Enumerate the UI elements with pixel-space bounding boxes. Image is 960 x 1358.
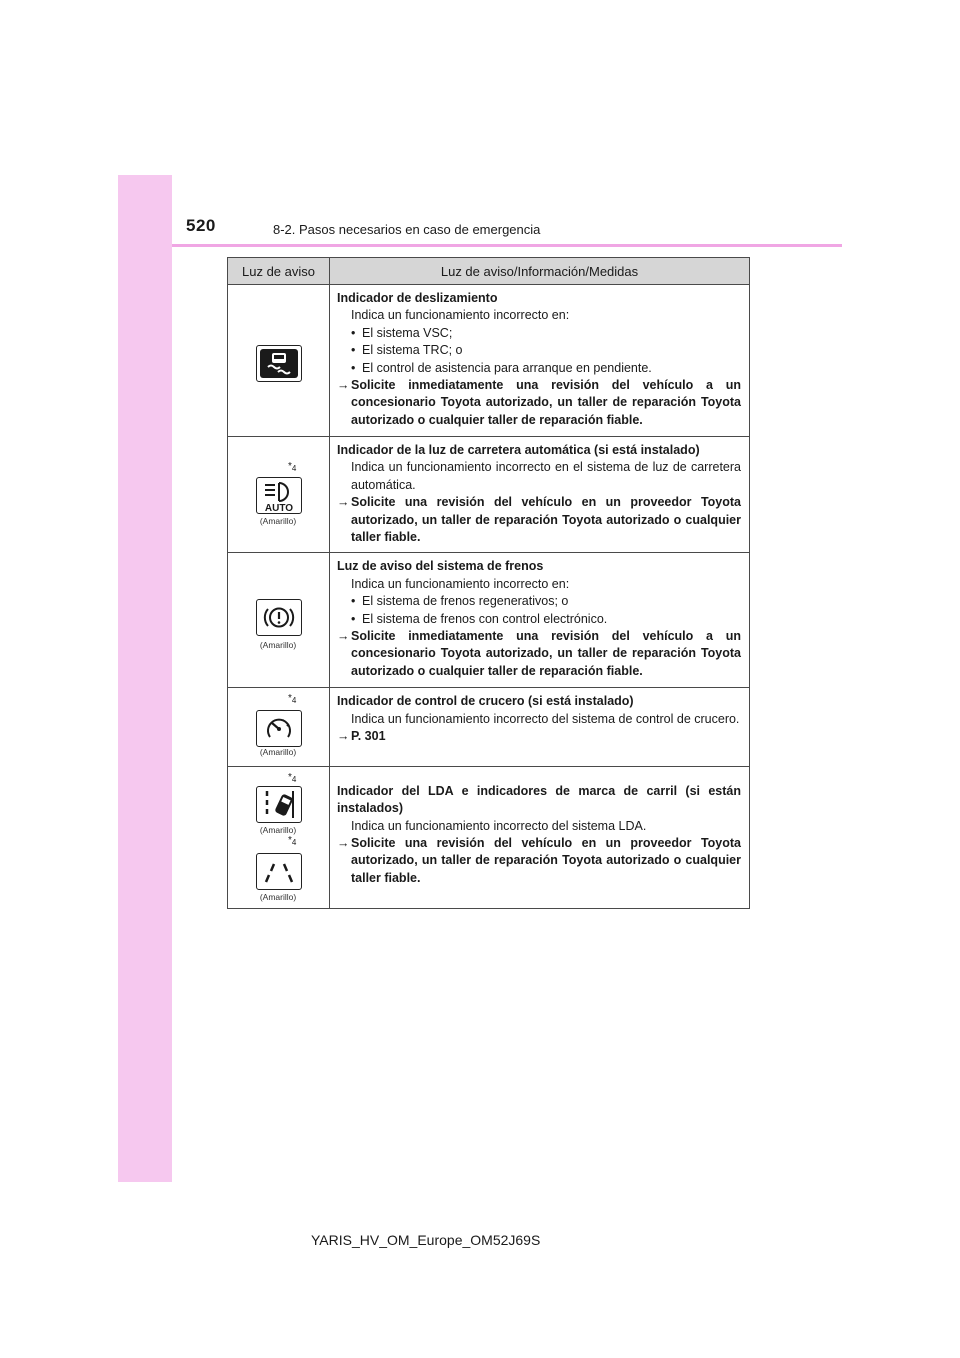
table-row: [228, 767, 750, 909]
slip-indicator-icon: [256, 345, 302, 382]
item-description: Indica un funcionamiento incorrecto en el sistema de luz de carretera automática.: [351, 460, 741, 492]
page-number: 520: [186, 216, 216, 235]
lane-marker-icon: [256, 853, 302, 890]
document-footer: YARIS_HV_OM_Europe_OM52J69S: [311, 1232, 541, 1248]
item-title: Indicador de la luz de carretera automática (si está instalado): [337, 443, 700, 457]
arrow-icon: →: [337, 729, 350, 744]
color-label: (Amarillo): [259, 747, 297, 758]
row-text: [330, 437, 750, 553]
row-text: [330, 553, 750, 688]
table-row: [228, 285, 750, 437]
row-text: [330, 767, 750, 909]
color-label: (Amarillo): [259, 640, 297, 651]
icon-cell: [228, 437, 330, 553]
header-warning-light: Luz de aviso: [228, 258, 330, 285]
item-action: → Solicite inmediatamente una revisión del vehículo a un concesionario Toyota autorizado, un taller de reparación Toyota autorizado o cualquier taller de reparación fiable.: [337, 629, 741, 678]
header-rule: [172, 244, 842, 247]
icon-cell: [228, 767, 330, 909]
item-description: Indica un funcionamiento incorrecto en:: [351, 308, 570, 323]
color-label: (Amarillo): [259, 892, 297, 903]
list-item: • El sistema de frenos regenerativos; o: [351, 594, 569, 609]
cruise-control-icon: [256, 710, 302, 747]
table-header-row: [228, 258, 750, 285]
lda-icon: [256, 786, 302, 823]
item-action: → Solicite una revisión del vehículo en un proveedor Toyota autorizado, un taller de reparación Toyota autorizado o cualquier taller fiable.: [337, 495, 741, 545]
table-row: [228, 553, 750, 688]
footnote-marker: $*_4$: [288, 461, 297, 473]
footnote-marker: $*_4$: [288, 772, 297, 785]
table-row: [228, 437, 750, 553]
header-info-measures: Luz de aviso/Información/Medidas: [330, 258, 750, 285]
item-title: Indicador de control de crucero (si está instalado): [337, 694, 634, 709]
list-item: • El control de asistencia para arranque en pendiente.: [351, 360, 652, 375]
section-title: 8-2. Pasos necesarios en caso de emergencia: [273, 222, 541, 237]
color-label: (Amarillo): [259, 825, 297, 836]
item-description: Indica un funcionamiento incorrecto en:: [351, 576, 570, 591]
item-title: Indicador del LDA e indicadores de marca de carril (si están instalados): [337, 783, 741, 816]
icon-cell: [228, 553, 330, 688]
item-action: → P. 301: [337, 728, 741, 745]
item-action: → Solicite una revisión del vehículo en un proveedor Toyota autorizado, un taller de reparación Toyota autorizado o cualquier taller fiable.: [337, 835, 741, 885]
color-label: (Amarillo): [259, 516, 297, 526]
item-description: Indica un funcionamiento incorrecto del sistema de control de crucero.: [351, 711, 740, 726]
item-action: → Solicite inmediatamente una revisión del vehículo a un concesionario Toyota autorizado, un taller de reparación Toyota autorizado o cualquier taller de reparación fiable.: [337, 378, 741, 427]
svg-text:AUTO: AUTO: [264, 503, 294, 513]
table-row: [228, 688, 750, 767]
side-band: [118, 175, 172, 1182]
arrow-icon: →: [337, 378, 350, 393]
item-title: Indicador de deslizamiento: [337, 291, 498, 305]
brake-system-warning-icon: [256, 599, 302, 636]
footnote-marker: $*_4$: [288, 835, 297, 848]
auto-high-beam-icon: [256, 477, 302, 514]
icon-cell: [228, 688, 330, 767]
icon-cell: [228, 285, 330, 437]
list-item: • El sistema VSC;: [351, 325, 453, 340]
row-text: [330, 688, 750, 767]
item-description: Indica un funcionamiento incorrecto del sistema LDA.: [351, 818, 647, 833]
footnote-marker: $*_4$: [288, 693, 297, 706]
arrow-icon: →: [337, 835, 350, 850]
warning-lights-table: [227, 257, 750, 909]
list-item: • El sistema de frenos con control electrónico.: [351, 611, 608, 626]
list-item: • El sistema TRC; o: [351, 343, 463, 358]
arrow-icon: →: [337, 629, 350, 644]
item-title: Luz de aviso del sistema de frenos: [337, 559, 544, 574]
row-text: [330, 285, 750, 437]
arrow-icon: →: [337, 495, 350, 510]
